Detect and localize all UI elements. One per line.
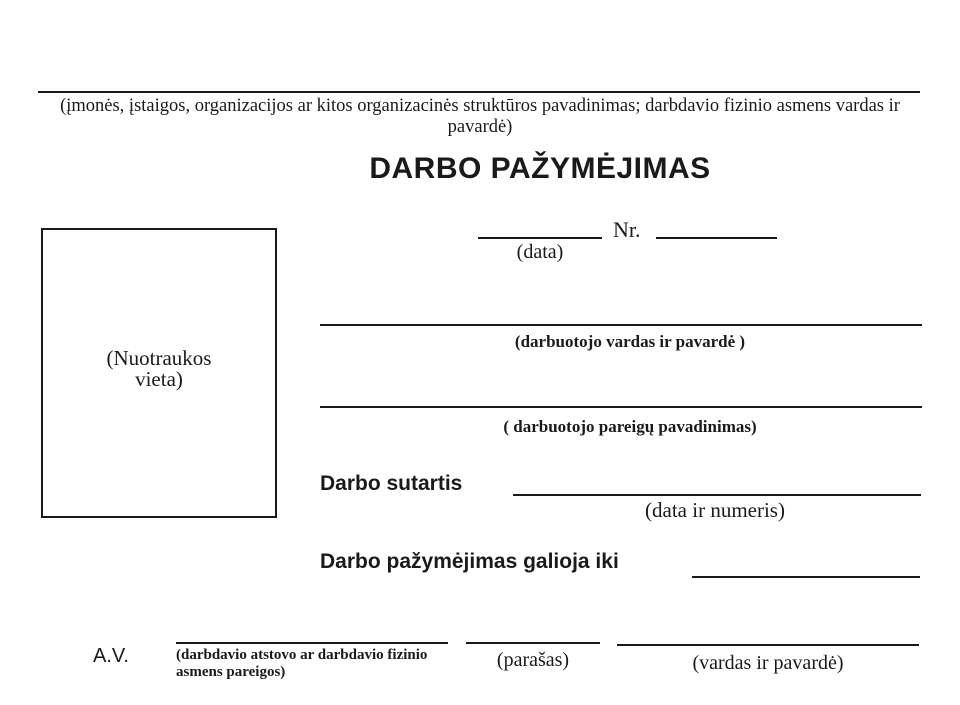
contract-label: Darbo sutartis (320, 472, 463, 495)
employee-name-line[interactable] (320, 324, 922, 326)
contract-caption: (data ir numeris) (645, 498, 785, 522)
number-line[interactable] (656, 237, 777, 239)
employee-position-caption: ( darbuotojo pareigų pavadinimas) (503, 417, 757, 436)
date-caption: (data) (516, 241, 564, 263)
employee-name-caption: (darbuotojo vardas ir pavardė ) (514, 332, 746, 351)
employee-position-line[interactable] (320, 406, 922, 408)
employer-role-caption: (darbdavio atstovo ar darbdavio fizinio asmens pareigos) (176, 647, 428, 680)
contract-line[interactable] (513, 494, 921, 496)
photo-placeholder-label: (Nuotraukos vieta) (106, 346, 212, 391)
signer-name-caption: (vardas ir pavardė) (692, 652, 844, 674)
document-title: DARBO PAŽYMĖJIMAS (369, 152, 711, 185)
employer-role-line[interactable] (176, 642, 448, 644)
validity-line[interactable] (692, 576, 920, 578)
signer-name-line[interactable] (617, 644, 919, 646)
number-label: Nr. (613, 217, 641, 242)
date-line[interactable] (478, 237, 602, 239)
photo-placeholder (41, 228, 277, 518)
signature-line[interactable] (466, 642, 600, 644)
org-name-line[interactable] (38, 91, 920, 93)
stamp-label: A.V. (93, 645, 129, 667)
org-name-caption: (įmonės, įstaigos, organizacijos ar kitos organizacinės struktūros pavadinimas; darbdavio fizinio asmens vardas ir pavardė) (60, 96, 900, 137)
signature-caption: (parašas) (496, 649, 570, 671)
validity-label: Darbo pažymėjimas galioja iki (320, 550, 619, 573)
